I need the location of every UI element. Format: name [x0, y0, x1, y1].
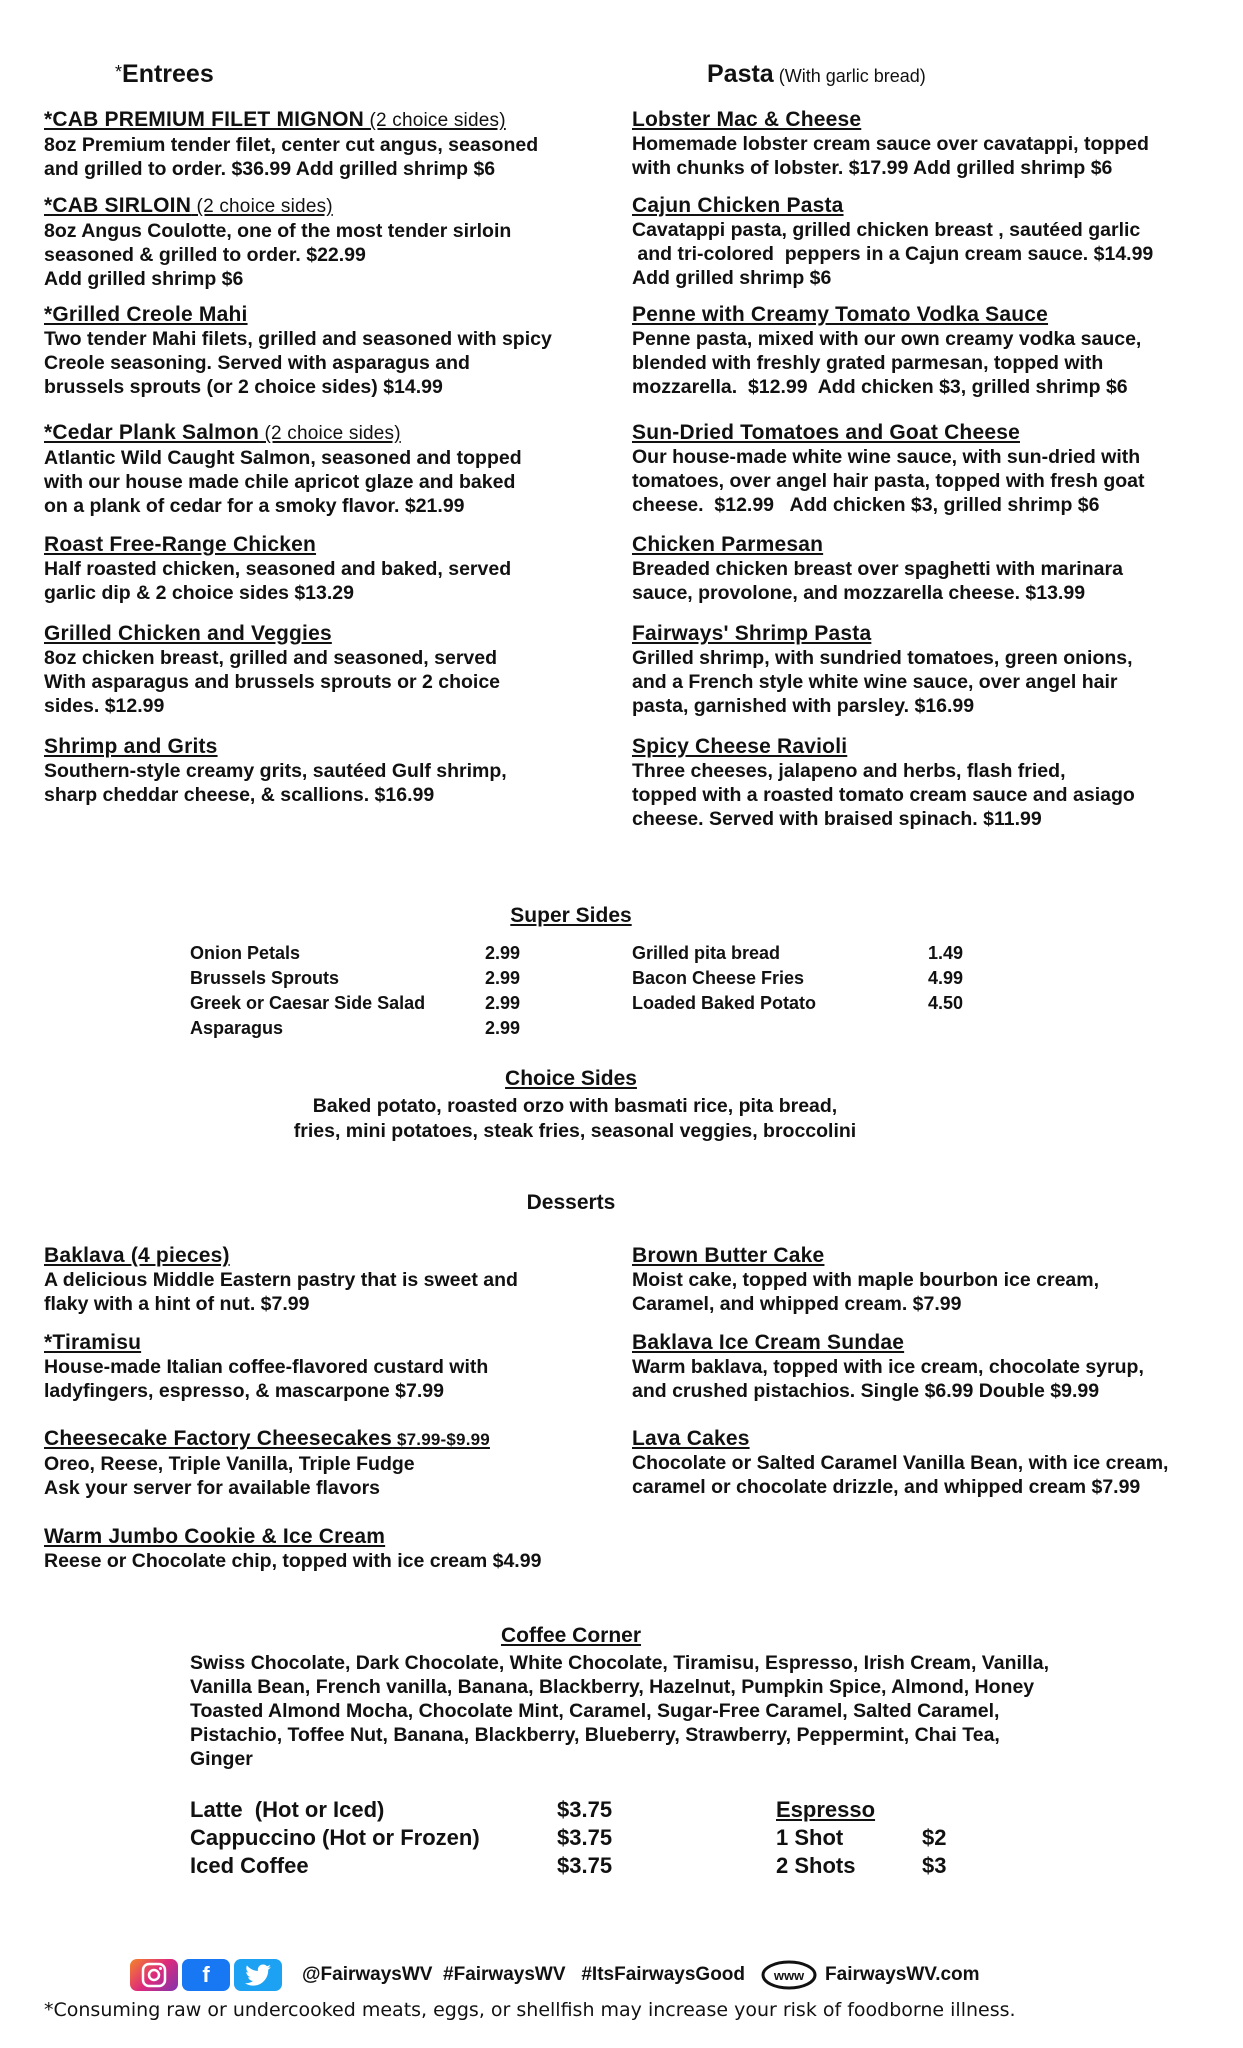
drink-price: $3.75 [557, 1825, 613, 1850]
pasta-desc-line: Penne pasta, mixed with our own creamy vodka sauce, [632, 328, 1142, 350]
super-sides-left [190, 941, 550, 1041]
entree-desc-line: Creole seasoning. Served with asparagus and [44, 352, 470, 374]
side-name: Brussels Sprouts [190, 968, 340, 988]
entree-desc-line: brussels sprouts (or 2 choice sides) $14.99 [44, 376, 443, 398]
coffee-flavors-line: Swiss Chocolate, Dark Chocolate, White Chocolate, Tiramisu, Espresso, Irish Cream, Vanilla, [190, 1652, 1049, 1674]
entree-item [44, 421, 604, 518]
side-name: Greek or Caesar Side Salad [190, 993, 426, 1013]
social-bar [130, 1959, 980, 1991]
foodborne-disclaimer: *Consuming raw or undercooked meats, eggs, or shellfish may increase your risk of foodborne illness. [44, 1999, 1016, 2021]
entree-desc-line: 8oz Premium tender filet, center cut angus, seasoned [44, 134, 539, 156]
pasta-title: Spicy Cheese Ravioli [632, 735, 848, 758]
coffee-flavors-line: Toasted Almond Mocha, Chocolate Mint, Caramel, Sugar-Free Caramel, Salted Caramel, [190, 1700, 1000, 1722]
instagram-glyph [141, 1962, 167, 1988]
dessert-desc-line: Oreo, Reese, Triple Vanilla, Triple Fudge [44, 1453, 415, 1475]
dessert-item [44, 1427, 604, 1500]
website-link[interactable]: FairwaysWV.com [825, 1964, 980, 1985]
choice-sides-line: Baked potato, roasted orzo with basmati rice, pita bread, [312, 1095, 838, 1117]
coffee-flavors-line: Ginger [190, 1748, 253, 1770]
dessert-title: Baklava (4 pieces) [44, 1244, 230, 1267]
side-price: 2.99 [485, 943, 521, 963]
pasta-desc-line: Three cheeses, jalapeno and herbs, flash fried, [632, 760, 1066, 782]
pasta-desc-line: with chunks of lobster. $17.99 Add grilled shrimp $6 [632, 157, 1113, 179]
dessert-desc-line: and crushed pistachios. Single $6.99 Double $9.99 [632, 1380, 1100, 1402]
pasta-heading-text: Pasta [707, 60, 774, 88]
choice-sides-list [170, 1094, 980, 1144]
espresso-heading: Espresso [776, 1797, 876, 1822]
dessert-desc-line: Warm baklava, topped with ice cream, chocolate syrup, [632, 1356, 1144, 1378]
pasta-item [632, 622, 1222, 718]
pasta-desc-line: tomatoes, over angel hair pasta, topped with fresh goat [632, 470, 1145, 492]
pasta-item [632, 421, 1222, 517]
dessert-item [44, 1244, 604, 1316]
drink-name: Latte (Hot or Iced) [190, 1797, 385, 1822]
pasta-desc-line: sauce, provolone, and mozzarella cheese. $13.99 [632, 582, 1086, 604]
super-sides-right [632, 941, 992, 1016]
entree-item [44, 194, 604, 291]
entree-desc-line: Two tender Mahi filets, grilled and seasoned with spicy [44, 328, 552, 350]
dessert-title: Baklava Ice Cream Sundae [632, 1331, 905, 1354]
dessert-desc-line: Moist cake, topped with maple bourbon ice cream, [632, 1269, 1100, 1291]
dessert-desc-line: Caramel, and whipped cream. $7.99 [632, 1293, 962, 1315]
coffee-corner-heading: Coffee Corner [500, 1624, 642, 1647]
entree-note: (2 choice sides) [191, 196, 333, 217]
entree-desc-line: 8oz chicken breast, grilled and seasoned, served [44, 647, 498, 669]
drink-price: $3.75 [557, 1853, 613, 1878]
pasta-title: Cajun Chicken Pasta [632, 194, 844, 217]
dessert-desc-line: flaky with a hint of nut. $7.99 [44, 1293, 310, 1315]
side-price: 1.49 [928, 943, 964, 963]
pasta-desc-line: Add grilled shrimp $6 [632, 267, 832, 289]
pasta-desc-line: pasta, garnished with parsley. $16.99 [632, 695, 975, 717]
espresso-price: $2 [922, 1825, 947, 1850]
entree-desc-line: Southern-style creamy grits, sautéed Gulf shrimp, [44, 760, 507, 782]
entree-desc-line: Atlantic Wild Caught Salmon, seasoned and topped [44, 447, 522, 469]
espresso-name: 2 Shots [776, 1853, 856, 1878]
side-price: 2.99 [485, 1018, 521, 1038]
pasta-item [632, 533, 1222, 605]
pasta-subheading: (With garlic bread) [773, 66, 926, 86]
choice-sides-line: fries, mini potatoes, steak fries, seasonal veggies, broccolini [293, 1120, 857, 1142]
pasta-desc-line: Grilled shrimp, with sundried tomatoes, green onions, [632, 647, 1133, 669]
pasta-title: Penne with Creamy Tomato Vodka Sauce [632, 303, 1049, 326]
side-name: Asparagus [190, 1018, 284, 1038]
www-glyph [761, 1959, 817, 1991]
espresso-price: $3 [922, 1853, 947, 1878]
pasta-title: Fairways' Shrimp Pasta [632, 622, 872, 645]
dessert-item [44, 1525, 604, 1573]
dessert-item [44, 1331, 604, 1403]
pasta-title: Sun-Dried Tomatoes and Goat Cheese [632, 421, 1020, 444]
pasta-desc-line: and a French style white wine sauce, over angel hair [632, 671, 1118, 693]
entree-desc-line: sides. $12.99 [44, 695, 165, 717]
pasta-title: Chicken Parmesan [632, 533, 824, 556]
entree-item [44, 622, 604, 718]
entree-title: Shrimp and Grits [44, 735, 218, 758]
www-icon [761, 1959, 817, 1991]
espresso-block [776, 1796, 996, 1880]
choice-sides-heading: Choice Sides [505, 1067, 637, 1090]
side-price: 4.99 [928, 968, 964, 988]
pasta-desc-line: and tri-colored peppers in a Cajun cream sauce. $14.99 [632, 243, 1154, 265]
entree-desc-line: sharp cheddar cheese, & scallions. $16.99 [44, 784, 435, 806]
dessert-item [632, 1427, 1222, 1499]
entree-desc-line: With asparagus and brussels sprouts or 2 choice [44, 671, 501, 693]
entrees-star: * [115, 62, 123, 82]
entree-note: (2 choice sides) [364, 110, 506, 131]
pasta-desc-line: topped with a roasted tomato cream sauce and asiago [632, 784, 1135, 806]
dessert-title: Warm Jumbo Cookie & Ice Cream [44, 1525, 386, 1548]
pasta-item [632, 108, 1222, 180]
pasta-desc-line: Cavatappi pasta, grilled chicken breast , sautéed garlic [632, 219, 1141, 241]
entree-desc-line: on a plank of cedar for a smoky flavor. $21.99 [44, 495, 465, 517]
side-name: Grilled pita bread [632, 943, 781, 963]
espresso-name: 1 Shot [776, 1825, 844, 1850]
entree-item [44, 108, 604, 181]
pasta-desc-line: cheese. $12.99 Add chicken $3, grilled shrimp $6 [632, 494, 1100, 516]
pasta-desc-line: Homemade lobster cream sauce over cavatappi, topped [632, 133, 1149, 155]
pasta-desc-line: mozzarella. $12.99 Add chicken $3, grilled shrimp $6 [632, 376, 1128, 398]
twitter-glyph [244, 1964, 272, 1986]
side-price: 2.99 [485, 993, 521, 1013]
dessert-item [632, 1331, 1222, 1403]
dessert-title: Cheesecake Factory Cheesecakes [44, 1427, 393, 1450]
dessert-note: $7.99-$9.99 [392, 1430, 490, 1449]
dessert-title: Brown Butter Cake [632, 1244, 825, 1267]
pasta-desc-line: Breaded chicken breast over spaghetti with marinara [632, 558, 1123, 580]
entree-desc-line: and grilled to order. $36.99 Add grilled shrimp $6 [44, 158, 496, 180]
facebook-icon[interactable] [182, 1959, 230, 1991]
dessert-desc-line: House-made Italian coffee-flavored custard with [44, 1356, 489, 1378]
coffee-flavors [190, 1651, 1190, 1771]
drink-name: Cappuccino (Hot or Frozen) [190, 1825, 480, 1850]
dessert-desc-line: Reese or Chocolate chip, topped with ice cream $4.99 [44, 1550, 542, 1572]
coffee-flavors-line: Vanilla Bean, French vanilla, Banana, Blackberry, Hazelnut, Pumpkin Spice, Almond, Honey [190, 1676, 1035, 1698]
dessert-item [632, 1244, 1222, 1316]
svg-text:www: www [773, 1968, 805, 1983]
drink-price: $3.75 [557, 1797, 613, 1822]
entree-desc-line: Half roasted chicken, seasoned and baked, served [44, 558, 512, 580]
entree-desc-line: 8oz Angus Coulotte, one of the most tender sirloin [44, 220, 512, 242]
entree-title: *Cedar Plank Salmon [44, 421, 260, 444]
entree-desc-line: seasoned & grilled to order. $22.99 [44, 244, 366, 266]
pasta-desc-line: cheese. Served with braised spinach. $11.99 [632, 808, 1042, 830]
entree-title: *Grilled Creole Mahi [44, 303, 248, 326]
entree-item [44, 303, 604, 399]
side-name: Bacon Cheese Fries [632, 968, 805, 988]
coffee-drinks [190, 1796, 650, 1880]
pasta-item [632, 303, 1222, 399]
entree-desc-line: garlic dip & 2 choice sides $13.29 [44, 582, 354, 604]
dessert-desc-line: ladyfingers, espresso, & mascarpone $7.99 [44, 1380, 444, 1402]
entree-title: *CAB SIRLOIN [44, 194, 192, 217]
dessert-desc-line: Chocolate or Salted Caramel Vanilla Bean, with ice cream, [632, 1452, 1169, 1474]
twitter-icon[interactable] [234, 1959, 282, 1991]
entree-title: Grilled Chicken and Veggies [44, 622, 332, 645]
entrees-heading [115, 60, 214, 89]
entree-item [44, 735, 604, 807]
dessert-title: *Tiramisu [44, 1331, 142, 1354]
entree-desc-line: Add grilled shrimp $6 [44, 268, 244, 290]
pasta-item [632, 735, 1222, 831]
coffee-flavors-line: Pistachio, Toffee Nut, Banana, Blackberry, Blueberry, Strawberry, Peppermint, Chai Tea, [190, 1724, 1000, 1746]
entree-note: (2 choice sides) [259, 423, 401, 444]
entree-title: *CAB PREMIUM FILET MIGNON [44, 108, 364, 131]
dessert-title: Lava Cakes [632, 1427, 750, 1450]
dessert-desc-line: Ask your server for available flavors [44, 1477, 381, 1499]
pasta-item [632, 194, 1222, 290]
drink-name: Iced Coffee [190, 1853, 309, 1878]
side-price: 2.99 [485, 968, 521, 988]
social-handles: @FairwaysWV #FairwaysWV #ItsFairwaysGood [302, 1964, 746, 1985]
entree-title: Roast Free-Range Chicken [44, 533, 317, 556]
instagram-icon[interactable] [130, 1959, 178, 1991]
pasta-desc-line: Our house-made white wine sauce, with sun-dried with [632, 446, 1141, 468]
pasta-heading [707, 60, 926, 89]
side-name: Loaded Baked Potato [632, 993, 817, 1013]
side-price: 4.50 [928, 993, 964, 1013]
pasta-title: Lobster Mac & Cheese [632, 108, 862, 131]
pasta-desc-line: blended with freshly grated parmesan, topped with [632, 352, 1104, 374]
dessert-desc-line: caramel or chocolate drizzle, and whipped cream $7.99 [632, 1476, 1141, 1498]
facebook-glyph: f [202, 1962, 210, 1987]
side-name: Onion Petals [190, 943, 301, 963]
desserts-heading: Desserts [526, 1191, 616, 1214]
entree-desc-line: with our house made chile apricot glaze and baked [44, 471, 516, 493]
entrees-heading-text: Entrees [122, 60, 214, 88]
super-sides-heading: Super Sides [510, 904, 632, 927]
dessert-desc-line: A delicious Middle Eastern pastry that is sweet and [44, 1269, 518, 1291]
entree-item [44, 533, 604, 605]
